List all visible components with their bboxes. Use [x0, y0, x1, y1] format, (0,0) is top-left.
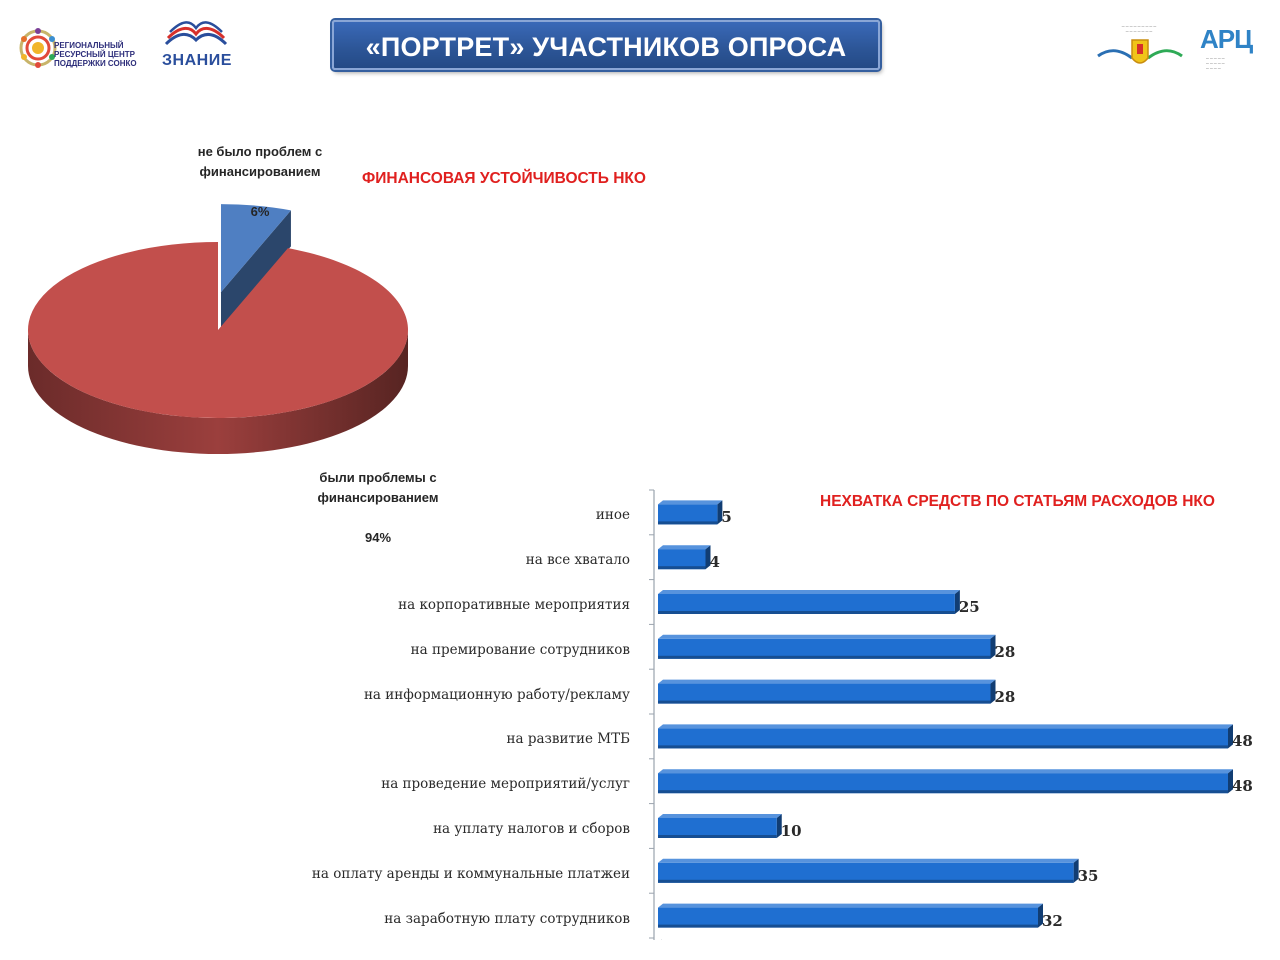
bar-category-label: на развитие МТБ — [506, 731, 630, 748]
bar-category-label: на проведение мероприятий/услуг — [381, 776, 630, 793]
bar-value-label: 32 — [1042, 911, 1063, 930]
bar-0 — [658, 500, 722, 524]
znanie-logo-text: ЗНАНИЕ — [162, 52, 232, 69]
bar-category-label: на оплату аренды и коммунальные платжеи — [311, 865, 630, 882]
bar-5 — [658, 724, 1233, 748]
page-title: «ПОРТРЕТ» УЧАСТНИКОВ ОПРОСА — [332, 20, 880, 70]
bar-category-label: иное — [595, 507, 630, 524]
government-logo-caption: ─ ─ ─ ─ ─ ─ ─ ─ ─ ─ ─ ─ ─ ─ ─ ─ — [1121, 24, 1157, 34]
rrc-logo-text: РЕГИОНАЛЬНЫЙ РЕСУРСНЫЙ ЦЕНТР ПОДДЕРЖКИ СОНКО — [54, 41, 137, 68]
bar-category-label: на заработную плату сотрудников — [384, 910, 630, 927]
bar-2 — [658, 590, 960, 614]
bar-value-label: 48 — [1232, 777, 1253, 796]
book-icon — [158, 18, 234, 52]
bar-value-label: 48 — [1232, 732, 1253, 751]
bar-1 — [658, 545, 711, 569]
government-logo — [1094, 22, 1186, 76]
bar-7 — [658, 814, 782, 838]
bar-chart-title: НЕХВАТКА СРЕДСТВ ПО СТАТЬЯМ РАСХОДОВ НКО — [820, 493, 1215, 510]
bar-value-label: 4 — [709, 553, 720, 572]
arc-logo-text: АРЦ — [1200, 24, 1253, 54]
znanie-logo — [158, 18, 234, 74]
bar-chart — [290, 470, 1270, 940]
pie-label-no-problems-value: 6% — [250, 204, 270, 219]
bar-value-label: 28 — [994, 687, 1016, 706]
rrc-logo — [18, 20, 153, 76]
bar-value-label: 5 — [721, 508, 732, 527]
bar-6 — [658, 769, 1233, 793]
pie-label-problems-text: были проблемы с финансированием — [317, 470, 439, 505]
bar-8 — [658, 859, 1079, 883]
bar-value-label: 10 — [780, 822, 802, 840]
bar-value-label: 35 — [1077, 866, 1099, 885]
bar-value-label: 28 — [994, 642, 1016, 661]
rrc-emblem-icon — [18, 20, 58, 76]
bar-category-label: на корпоративные мероприятия — [398, 597, 630, 613]
bar-category-label: на все хватало — [525, 552, 630, 569]
pie-label-no-problems-text: не было проблем с финансированием — [197, 144, 323, 179]
header — [0, 0, 1280, 100]
bar-value-label: 25 — [958, 598, 980, 616]
bar-category-label: на премирование сотрудников — [410, 641, 630, 658]
pie-label-problems-value: 94% — [364, 530, 392, 545]
arc-logo — [1196, 20, 1260, 76]
arc-logo-caption: ─ ─ ─ ─ ─ ─ ─ ─ ─ ─ ─ ─ ─ ─ — [1206, 56, 1225, 71]
bar-3 — [658, 635, 996, 659]
pie-slice-1 — [28, 242, 408, 454]
bar-4 — [658, 680, 996, 704]
bar-9 — [658, 904, 1043, 928]
pie-label-no-problems — [160, 122, 360, 222]
bar-category-label: на информационную работу/рекламу — [363, 686, 630, 703]
pie-chart-title: ФИНАНСОВАЯ УСТОЙЧИВОСТЬ НКО — [362, 170, 646, 187]
bar-category-label: на уплату налогов и сборов — [433, 821, 630, 837]
